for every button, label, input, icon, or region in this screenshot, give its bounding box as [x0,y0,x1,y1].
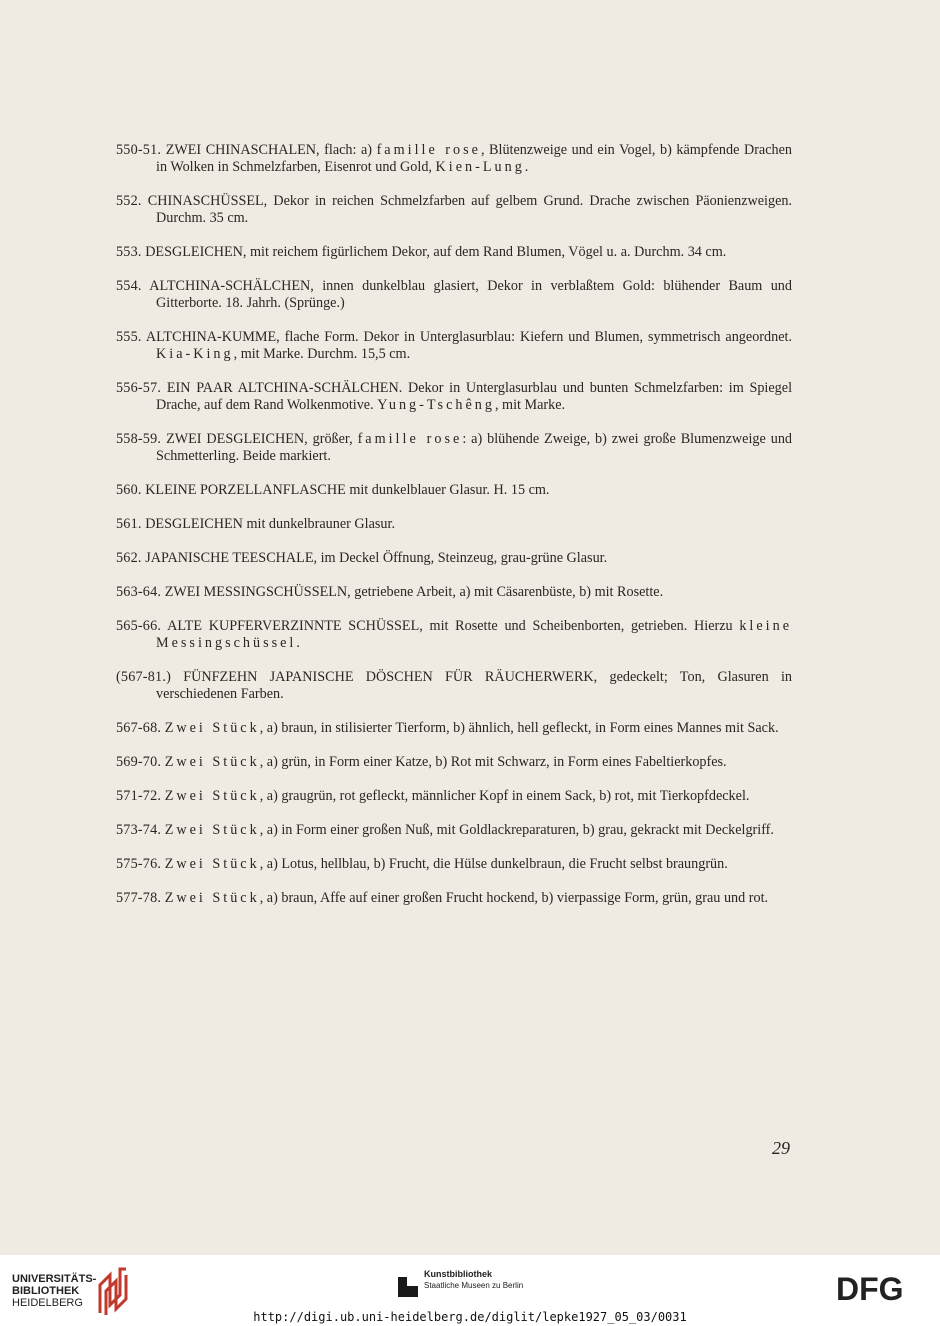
catalog-entry [116,669,792,703]
entry-text: ZWEI DESGLEICHEN, größer, [166,431,358,447]
catalog-entry [116,584,792,601]
entry-text: , a) grün, in Form einer Katze, b) Rot mit Schwarz, in Form eines Fabeltierkopfes. [259,754,727,770]
entry-text: EIN PAAR ALTCHINA-SCHÄLCHEN. Dekor in Unterglasurblau und bunten Schmelzfarben: im Spiegel Drache, auf dem Rand Wolkenmotive. [156,380,793,413]
catalog-entry [116,193,792,227]
catalog-entry [116,431,792,465]
viewer-footer [0,1255,940,1326]
entry-number: 567-68. [116,720,162,736]
entry-number: 555. [116,329,142,345]
catalog-entries [116,142,792,907]
catalog-entry [116,720,792,737]
entry-spaced-text: Zwei Stück [164,822,260,838]
entry-spaced-text: Zwei Stück [164,856,260,872]
dfg-logo[interactable] [836,1273,928,1303]
entry-text: , Blütenzweige und ein Vogel, b) kämpfende Drachen in Wolken in Schmelzfarben, Eisenrot und Gold, [156,142,792,175]
entry-text: JAPANISCHE TEESCHALE, im Deckel Öffnung, Steinzeug, grau-grüne Glasur. [145,550,608,566]
entry-number: 562. [116,550,142,566]
dfg-logo-text: DFG [836,1273,904,1303]
entry-spaced-text: Yung-Tschêng [377,397,495,413]
ub-logo-line-2: BIBLIOTHEK [12,1285,80,1297]
entry-text: , mit Marke. Durchm. 15,5 cm. [233,346,411,362]
catalog-entry [116,618,792,652]
entry-spaced-text: kleine Messingschüssel [156,618,792,651]
catalog-entry [116,822,792,839]
entry-text: ZWEI MESSINGSCHÜSSELN, getriebene Arbeit, a) mit Cäsarenbüste, b) mit Rosette. [164,584,664,600]
entry-number: 561. [116,516,142,532]
entry-spaced-text: Kien-Lung [435,159,525,175]
entry-number: 550-51. [116,142,162,158]
catalog-entry [116,516,792,533]
entry-text: , a) graugrün, rot gefleckt, männlicher Kopf in einem Sack, b) rot, mit Tierkopfdeckel. [259,788,750,804]
kunstbibliothek-name: Kunstbibliothek [424,1269,492,1279]
catalog-entry [116,482,792,499]
ub-logo-line-3: HEIDELBERG [12,1297,83,1309]
entry-spaced-text: famille rose [357,431,463,447]
catalog-entry [116,890,792,907]
entry-spaced-text: famille rose [376,142,481,158]
catalog-entry [116,380,792,414]
entry-text: FÜNFZEHN JAPANISCHE DÖSCHEN FÜR RÄUCHERWERK, gedeckelt; Ton, Glasuren in verschiedenen Farben. [156,669,793,702]
entry-text: , a) braun, Affe auf einer großen Frucht hockend, b) vierpassige Form, grün, grau und rot. [259,890,769,906]
entry-text: , a) Lotus, hellblau, b) Frucht, die Hülse dunkelbraun, die Frucht selbst braungrün. [259,856,728,872]
permalink-url[interactable]: http://digi.ub.uni-heidelberg.de/diglit/lepke1927_05_03/0031 [253,1310,687,1324]
entry-spaced-text: Zwei Stück [164,788,260,804]
entry-number: 554. [116,278,142,294]
page-number: 29 [772,1138,790,1158]
entry-number: 573-74. [116,822,162,838]
catalog-entry [116,550,792,567]
entry-text: DESGLEICHEN mit dunkelbrauner Glasur. [145,516,395,532]
catalog-entry [116,754,792,771]
entry-number: 571-72. [116,788,162,804]
catalog-entry [116,278,792,312]
entry-text: . [296,635,300,651]
entry-text: ALTCHINA-KUMME, flache Form. Dekor in Unterglasurblau: Kiefern und Blumen, symmetrisch angeordnet. [145,329,792,345]
entry-number: 563-64. [116,584,162,600]
entry-number: 577-78. [116,890,162,906]
entry-spaced-text: Zwei Stück [164,720,260,736]
entry-text: KLEINE PORZELLANFLASCHE mit dunkelblauer Glasur. H. 15 cm. [145,482,550,498]
catalog-entry [116,856,792,873]
entry-text: , a) in Form einer großen Nuß, mit Goldlackreparaturen, b) grau, gekrackt mit Deckelgriff. [259,822,774,838]
entry-number: (567-81.) [116,669,171,685]
entry-number: 556-57. [116,380,162,396]
catalog-entry [116,788,792,805]
entry-text: ZWEI CHINASCHALEN, flach: a) [165,142,377,158]
entry-number: 553. [116,244,142,260]
catalog-entry [116,142,792,176]
entry-number: 560. [116,482,142,498]
entry-spaced-text: Zwei Stück [164,754,260,770]
catalog-entry [116,329,792,363]
entry-text: : a) blühende Zweige, b) zwei große Blumenzweige und Schmetterling. Beide markiert. [156,431,793,464]
kunstbibliothek-mark-icon [398,1277,418,1297]
entry-text: , mit Marke. [494,397,566,413]
ub-logo-line-1: UNIVERSITÄTS- [12,1273,97,1285]
entry-text: DESGLEICHEN, mit reichem figürlichem Dekor, auf dem Rand Blumen, Vögel u. a. Durchm. 34 cm. [145,244,727,260]
entry-text: . [524,159,529,175]
entry-text: , a) braun, in stilisierter Tierform, b) ähnlich, hell gefleckt, in Form eines Mannes mit Sack. [259,720,779,736]
entry-number: 565-66. [116,618,162,634]
entry-number: 558-59. [116,431,162,447]
entry-text: ALTE KUPFERVERZINNTE SCHÜSSEL, mit Rosette und Scheibenborten, getrieben. Hierzu [167,618,740,634]
entry-number: 575-76. [116,856,162,872]
ub-heidelberg-logo[interactable] [12,1273,96,1309]
entry-text: ALTCHINA-SCHÄLCHEN, innen dunkelblau glasiert, Dekor in verblaßtem Gold: blühender Baum und Gitterborte. 18. Jahrh. (Sprünge.) [149,278,792,311]
entry-text: CHINASCHÜSSEL, Dekor in reichen Schmelzfarben auf gelbem Grund. Drache zwischen Päonienzweigen. Durchm. 35 cm. [147,193,793,226]
catalog-entry [116,244,792,261]
entry-spaced-text: Kia-King [156,346,234,362]
entry-number: 552. [116,193,142,209]
entry-number: 569-70. [116,754,162,770]
entry-spaced-text: Zwei Stück [164,890,260,906]
kunstbibliothek-subtitle: Staatliche Museen zu Berlin [424,1281,524,1290]
